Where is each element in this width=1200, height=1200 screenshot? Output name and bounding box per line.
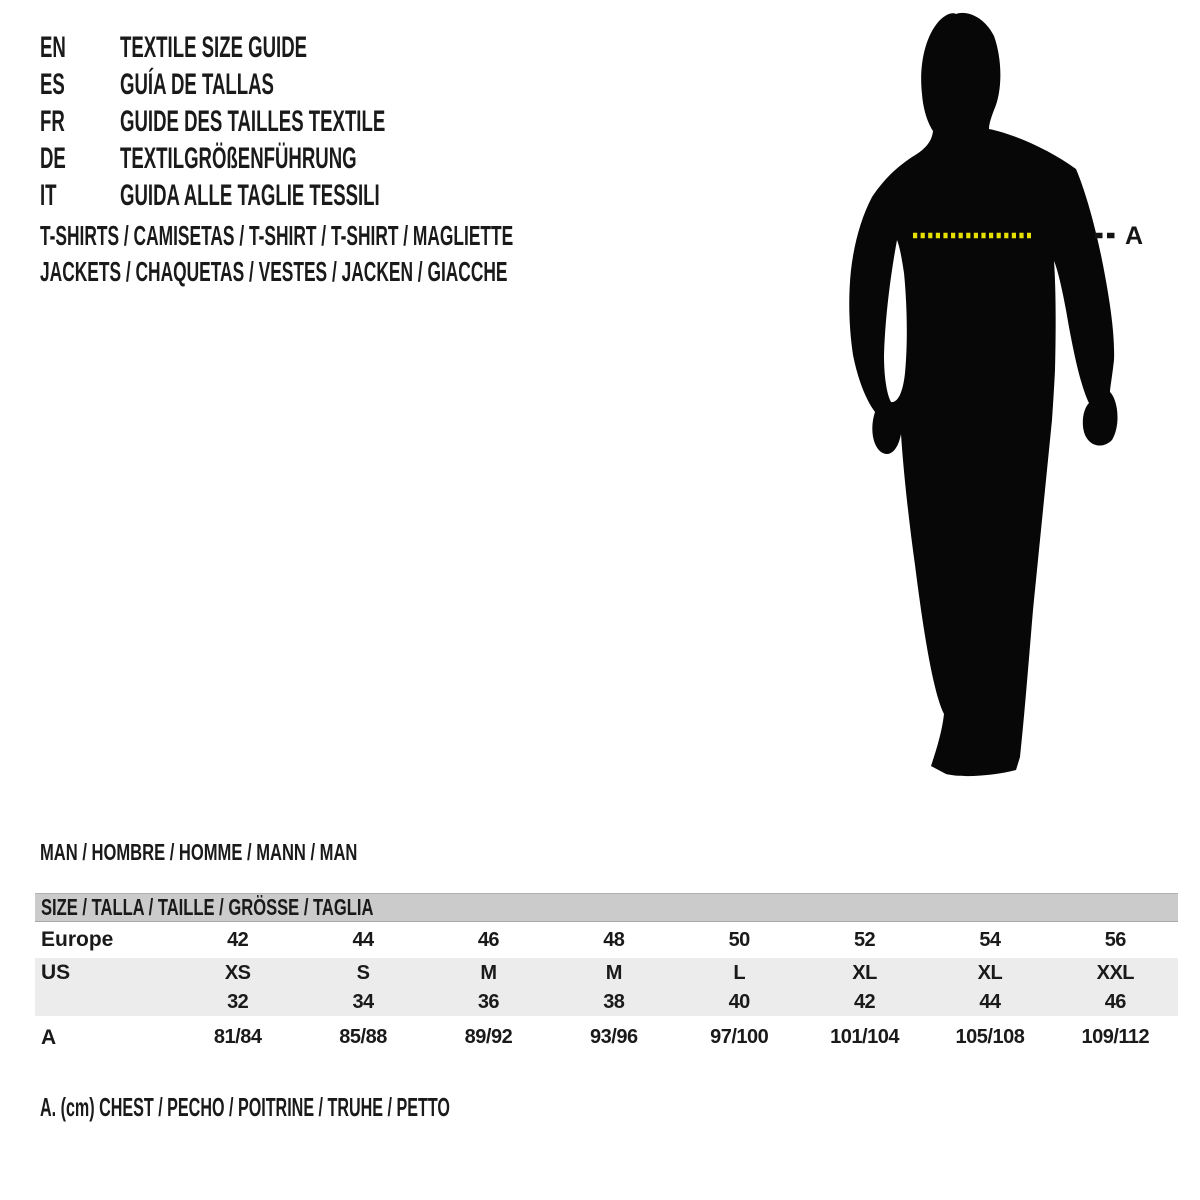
language-title: TEXTILGRÖßENFÜHRUNG — [120, 142, 357, 175]
size-table-cell: 50 — [728, 928, 750, 951]
size-table-cell: 32 — [227, 990, 249, 1013]
size-table-cell: 97/100 — [710, 1026, 769, 1048]
size-table-cell: 105/108 — [955, 1026, 1025, 1048]
size-table-cell: 46 — [1104, 990, 1126, 1013]
size-table-header-text: SIZE / TALLA / TAILLE / GRÖSSE / TAGLIA — [41, 894, 374, 920]
size-table-row — [35, 922, 1178, 958]
measurement-footnote — [40, 1090, 701, 1124]
section-title — [40, 838, 481, 866]
size-table-row-label: Europe — [41, 928, 114, 951]
language-row — [40, 103, 548, 140]
language-row — [40, 177, 548, 214]
size-table-cell: XS — [224, 961, 251, 984]
size-table-cell: S — [356, 961, 370, 984]
category-line-text: JACKETS / CHAQUETAS / VESTES / JACKEN / GIACCHE — [40, 256, 508, 287]
man-silhouette-figure — [820, 5, 1160, 790]
size-table-cell: 54 — [979, 928, 1001, 951]
language-code — [40, 29, 120, 66]
size-table-cell: M — [605, 961, 622, 984]
language-row — [40, 140, 548, 177]
category-line-text: T-SHIRTS / CAMISETAS / T-SHIRT / T-SHIRT / MAGLIETTE — [40, 220, 514, 251]
language-code-text: EN — [40, 31, 66, 64]
language-code-text: IT — [40, 179, 57, 212]
language-code — [40, 177, 120, 214]
section-title-text: MAN / HOMBRE / HOMME / MANN / MAN — [40, 839, 358, 865]
language-title: GUIDA ALLE TAGLIE TESSILI — [120, 179, 380, 212]
language-title: GUÍA DE TALLAS — [120, 68, 274, 101]
size-table-cell: 93/96 — [590, 1026, 638, 1048]
size-table — [35, 893, 1178, 1059]
size-table-cell: XXL — [1096, 961, 1135, 984]
category-list — [40, 218, 803, 290]
category-line — [40, 254, 803, 290]
size-table-cell: 44 — [979, 990, 1001, 1013]
man-silhouette-svg — [820, 5, 1160, 790]
language-row — [40, 29, 548, 66]
size-table-cell: M — [480, 961, 497, 984]
size-table-header — [35, 893, 1178, 922]
size-table-cell: 56 — [1104, 928, 1126, 951]
size-table-rows — [35, 922, 1178, 1059]
size-table-cell: 85/88 — [339, 1026, 387, 1048]
language-title: GUIDE DES TAILLES TEXTILE — [120, 105, 386, 138]
size-table-cell: 89/92 — [464, 1026, 513, 1048]
size-table-cell: 46 — [477, 928, 500, 951]
size-table-cell: 38 — [603, 990, 625, 1013]
size-table-cell: XL — [852, 961, 877, 984]
size-table-row — [35, 988, 1178, 1016]
size-table-cell: 42 — [853, 990, 876, 1013]
size-table-cell: 36 — [477, 990, 500, 1013]
size-table-cell: 42 — [227, 928, 249, 951]
man-silhouette — [849, 13, 1117, 776]
size-table-row-label: A — [41, 1025, 57, 1049]
size-table-cell: 81/84 — [213, 1026, 262, 1048]
size-table-row — [35, 1016, 1178, 1059]
size-table-cell: 44 — [352, 928, 374, 951]
language-code — [40, 66, 120, 103]
size-table-cell: 34 — [352, 990, 374, 1013]
size-table-row — [35, 958, 1178, 988]
language-code-text: FR — [40, 105, 65, 138]
size-table-cell: XL — [977, 961, 1003, 984]
size-table-cell: 52 — [853, 928, 876, 951]
language-title-list — [40, 29, 548, 214]
language-code-text: ES — [40, 68, 65, 101]
measure-label-a: A — [1125, 222, 1144, 250]
category-line — [40, 218, 803, 254]
size-table-cell: 101/104 — [830, 1026, 899, 1048]
language-code — [40, 103, 120, 140]
language-code — [40, 140, 120, 177]
language-title: TEXTILE SIZE GUIDE — [120, 31, 308, 64]
size-table-cell: 109/112 — [1081, 1026, 1150, 1048]
size-table-cell: 40 — [728, 990, 750, 1013]
size-table-row-label: US — [41, 961, 71, 984]
size-table-cell: L — [733, 961, 746, 984]
language-code-text: DE — [40, 142, 66, 175]
measurement-footnote-text: A. (cm) CHEST / PECHO / POITRINE / TRUHE / PETTO — [40, 1092, 450, 1122]
language-row — [40, 66, 548, 103]
size-table-cell: 48 — [603, 928, 625, 951]
